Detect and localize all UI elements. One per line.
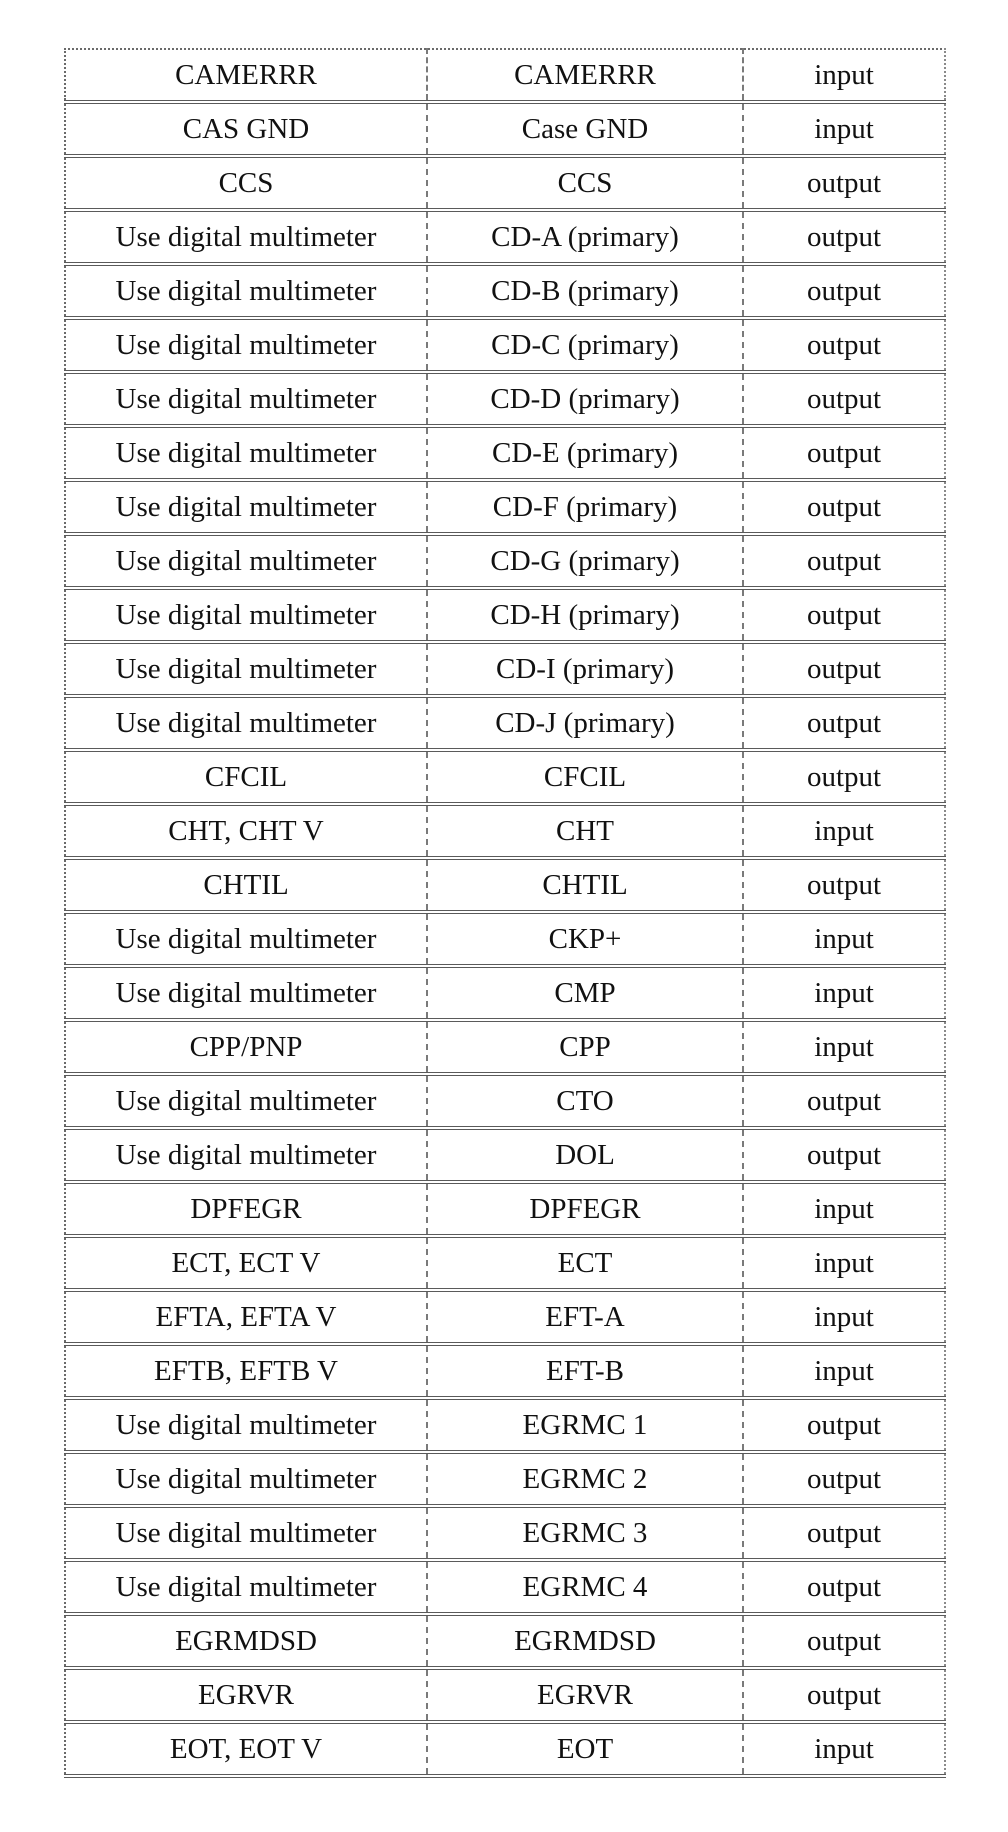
signal-type-cell: output [743, 1668, 945, 1722]
signal-type-cell: input [743, 1722, 945, 1776]
signal-name-cell: CHT [427, 804, 743, 858]
tester-reference-cell: DPFEGR [65, 1182, 427, 1236]
signal-type-cell: output [743, 426, 945, 480]
table-row [65, 1722, 945, 1776]
table-row [65, 102, 945, 156]
table-body [65, 49, 945, 1776]
signal-type-cell: output [743, 210, 945, 264]
signal-name-cell: DOL [427, 1128, 743, 1182]
table-row [65, 264, 945, 318]
table-row [65, 49, 945, 102]
table-row [65, 1182, 945, 1236]
signal-type-cell: input [743, 1290, 945, 1344]
signal-name-cell: ECT [427, 1236, 743, 1290]
signal-name-cell: CFCIL [427, 750, 743, 804]
signal-type-cell: output [743, 1128, 945, 1182]
signal-type-cell: input [743, 804, 945, 858]
signal-name-cell: EGRMC 3 [427, 1506, 743, 1560]
signal-type-cell: input [743, 912, 945, 966]
tester-reference-cell: Use digital multimeter [65, 426, 427, 480]
signal-type-cell: output [743, 1506, 945, 1560]
signal-type-cell: input [743, 1344, 945, 1398]
tester-reference-cell: Use digital multimeter [65, 372, 427, 426]
signal-name-cell: CD-E (primary) [427, 426, 743, 480]
table-row [65, 696, 945, 750]
signal-type-cell: input [743, 102, 945, 156]
signal-type-cell: output [743, 642, 945, 696]
table-row [65, 642, 945, 696]
signal-type-cell: output [743, 264, 945, 318]
signal-type-cell: output [743, 1614, 945, 1668]
table-row [65, 750, 945, 804]
signal-name-cell: EGRMC 4 [427, 1560, 743, 1614]
table-row [65, 966, 945, 1020]
document-page [64, 48, 944, 1778]
signal-name-cell: CKP+ [427, 912, 743, 966]
tester-reference-cell: Use digital multimeter [65, 1452, 427, 1506]
signal-name-cell: CTO [427, 1074, 743, 1128]
table-row [65, 1290, 945, 1344]
signal-type-cell: output [743, 858, 945, 912]
signal-type-cell: output [743, 1398, 945, 1452]
signal-type-cell: output [743, 156, 945, 210]
table-row [65, 372, 945, 426]
table-row [65, 318, 945, 372]
signal-name-cell: CD-B (primary) [427, 264, 743, 318]
signal-name-cell: DPFEGR [427, 1182, 743, 1236]
signal-type-cell: output [743, 480, 945, 534]
signal-type-cell: input [743, 1236, 945, 1290]
signal-type-cell: input [743, 49, 945, 102]
signal-name-cell: CD-H (primary) [427, 588, 743, 642]
table-row [65, 210, 945, 264]
table-row [65, 1020, 945, 1074]
signal-type-cell: output [743, 588, 945, 642]
tester-reference-cell: CHT, CHT V [65, 804, 427, 858]
signal-name-cell: EFT-A [427, 1290, 743, 1344]
signal-type-cell: output [743, 1560, 945, 1614]
tester-reference-cell: CAMERRR [65, 49, 427, 102]
signal-name-cell: EGRMC 2 [427, 1452, 743, 1506]
tester-reference-cell: Use digital multimeter [65, 642, 427, 696]
tester-reference-cell: ECT, ECT V [65, 1236, 427, 1290]
tester-reference-cell: EFTB, EFTB V [65, 1344, 427, 1398]
signal-table [64, 48, 946, 1778]
signal-name-cell: CD-D (primary) [427, 372, 743, 426]
signal-type-cell: output [743, 1452, 945, 1506]
table-row [65, 1344, 945, 1398]
signal-name-cell: CD-C (primary) [427, 318, 743, 372]
tester-reference-cell: Use digital multimeter [65, 1074, 427, 1128]
table-row [65, 588, 945, 642]
signal-name-cell: EFT-B [427, 1344, 743, 1398]
tester-reference-cell: Use digital multimeter [65, 480, 427, 534]
table-row [65, 1560, 945, 1614]
signal-name-cell: EGRVR [427, 1668, 743, 1722]
tester-reference-cell: CAS GND [65, 102, 427, 156]
signal-name-cell: CPP [427, 1020, 743, 1074]
tester-reference-cell: Use digital multimeter [65, 1128, 427, 1182]
signal-name-cell: CAMERRR [427, 49, 743, 102]
signal-name-cell: CD-I (primary) [427, 642, 743, 696]
tester-reference-cell: CCS [65, 156, 427, 210]
signal-name-cell: CHTIL [427, 858, 743, 912]
table-row [65, 1236, 945, 1290]
tester-reference-cell: Use digital multimeter [65, 210, 427, 264]
signal-name-cell: EGRMC 1 [427, 1398, 743, 1452]
tester-reference-cell: Use digital multimeter [65, 318, 427, 372]
signal-type-cell: output [743, 534, 945, 588]
signal-name-cell: EOT [427, 1722, 743, 1776]
signal-type-cell: output [743, 372, 945, 426]
tester-reference-cell: Use digital multimeter [65, 966, 427, 1020]
table-row [65, 1128, 945, 1182]
tester-reference-cell: Use digital multimeter [65, 1398, 427, 1452]
signal-type-cell: input [743, 1182, 945, 1236]
tester-reference-cell: CFCIL [65, 750, 427, 804]
signal-name-cell: Case GND [427, 102, 743, 156]
table-row [65, 858, 945, 912]
signal-type-cell: output [743, 696, 945, 750]
tester-reference-cell: CPP/PNP [65, 1020, 427, 1074]
signal-type-cell: output [743, 318, 945, 372]
table-row [65, 1398, 945, 1452]
tester-reference-cell: CHTIL [65, 858, 427, 912]
tester-reference-cell: Use digital multimeter [65, 264, 427, 318]
table-row [65, 1506, 945, 1560]
signal-name-cell: CCS [427, 156, 743, 210]
tester-reference-cell: Use digital multimeter [65, 534, 427, 588]
signal-name-cell: CD-J (primary) [427, 696, 743, 750]
table-row [65, 1452, 945, 1506]
table-row [65, 804, 945, 858]
signal-type-cell: input [743, 1020, 945, 1074]
table-row [65, 1668, 945, 1722]
tester-reference-cell: EFTA, EFTA V [65, 1290, 427, 1344]
tester-reference-cell: Use digital multimeter [65, 696, 427, 750]
tester-reference-cell: Use digital multimeter [65, 1560, 427, 1614]
tester-reference-cell: EGRMDSD [65, 1614, 427, 1668]
signal-type-cell: output [743, 750, 945, 804]
tester-reference-cell: Use digital multimeter [65, 912, 427, 966]
table-row [65, 1614, 945, 1668]
tester-reference-cell: Use digital multimeter [65, 588, 427, 642]
tester-reference-cell: EOT, EOT V [65, 1722, 427, 1776]
tester-reference-cell: Use digital multimeter [65, 1506, 427, 1560]
table-row [65, 912, 945, 966]
signal-name-cell: CD-G (primary) [427, 534, 743, 588]
signal-name-cell: CMP [427, 966, 743, 1020]
signal-type-cell: output [743, 1074, 945, 1128]
table-row [65, 156, 945, 210]
table-row [65, 534, 945, 588]
table-row [65, 480, 945, 534]
table-row [65, 1074, 945, 1128]
signal-type-cell: input [743, 966, 945, 1020]
signal-name-cell: EGRMDSD [427, 1614, 743, 1668]
signal-name-cell: CD-A (primary) [427, 210, 743, 264]
tester-reference-cell: EGRVR [65, 1668, 427, 1722]
signal-name-cell: CD-F (primary) [427, 480, 743, 534]
table-row [65, 426, 945, 480]
